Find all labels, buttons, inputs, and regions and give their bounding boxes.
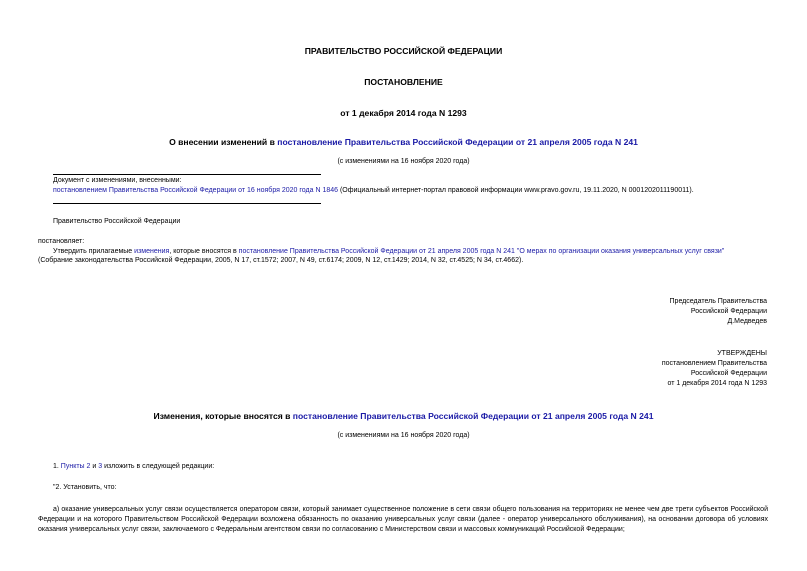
resolution-paragraph-line2: (Собрание законодательства Российской Федерации, 2005, N 17, ст.1572; 2007, N 49, ст.6174; 2009, N 12, ст.1429; 2014, N 32, ст.4525; N 34, ст.4662). <box>38 257 524 264</box>
signature-title: Председатель Правительства <box>669 298 767 305</box>
document-date-number: от 1 декабря 2014 года N 1293 <box>340 108 467 118</box>
item-2: "2. Установить, что: <box>53 484 117 491</box>
amendment-link[interactable]: постановлением Правительства Российской Федерации от 16 ноября 2020 года N 1846 <box>53 187 339 194</box>
approval-line3: Российской Федерации <box>690 370 767 377</box>
document-title <box>0 137 807 147</box>
signature-name: Д.Медведев <box>727 318 767 325</box>
changes-title: Изменения, которые вносятся в постановление Правительства Российской Федерации от 21 апреля 2005 года N 241 <box>153 411 654 421</box>
amendments-note: (с изменениями на 16 ноября 2020 года) <box>337 158 470 165</box>
decrees-text: постановляет: <box>38 238 85 245</box>
resolution-paragraph-line1: Утвердить прилагаемые изменения, которые вносятся в постановление Правительства Российской Федерации от 21 апреля 2005 года N 241 "О мерах по организации оказания универсальных услуг связи" <box>53 248 725 255</box>
amendment-publication: (Официальный интернет-портал правовой информации www.pravo.gov.ru, 19.11.2020, N 0001202011190011). <box>338 187 694 194</box>
government-heading: ПРАВИТЕЛЬСТВО РОССИЙСКОЙ ФЕДЕРАЦИИ <box>304 46 503 56</box>
title-link[interactable]: постановление Правительства Российской Федерации от 21 апреля 2005 года N 241 <box>277 137 638 147</box>
changes-note: (с изменениями на 16 ноября 2020 года) <box>337 432 470 439</box>
changes-link[interactable]: изменения <box>134 248 170 255</box>
issuer-text: Правительство Российской Федерации <box>53 218 181 225</box>
item1-link-points[interactable]: Пункты 2 <box>60 463 91 470</box>
item1-link-3[interactable]: 3 <box>98 463 103 470</box>
changes-title-link[interactable]: постановление Правительства Российской Федерации от 21 апреля 2005 года N 241 <box>292 411 654 421</box>
divider-bottom <box>53 203 321 204</box>
divider-top <box>53 174 321 175</box>
approval-heading: УТВЕРЖДЕНЫ <box>717 350 767 357</box>
document-type: ПОСТАНОВЛЕНИЕ <box>364 77 443 87</box>
amendments-intro: Документ с изменениями, внесенными: <box>53 177 182 184</box>
approval-line4: от 1 декабря 2014 года N 1293 <box>667 380 767 387</box>
approval-line2: постановлением Правительства <box>661 360 767 367</box>
item-a-paragraph: а) оказание универсальных услуг связи осуществляется оператором связи, который занимает существенное положение в сети связи общего пользования на территориях не менее чем две трети субъектов Российской Федерации и на которого Правительством Российской Федерации возложена обязанность по оказанию универсальных услуг связи (далее - оператор универсального обслуживания), на основании договора об условиях оказания универсальных услуг связи, заключаемого с Федеральным агентством связи по согласованию с Министерством связи и массовых коммуникаций Российской Федерации; <box>38 506 768 533</box>
item-1: 1. Пункты 2 и 3 изложить в следующей редакции: <box>53 463 215 470</box>
resolution-241-link[interactable]: постановление Правительства Российской Федерации от 21 апреля 2005 года N 241 "О мерах по организации оказания универсальных услуг связи" <box>238 248 725 255</box>
signature-country: Российской Федерации <box>690 308 767 315</box>
amendments-source <box>53 187 694 194</box>
title-prefix: О внесении изменений в <box>169 137 278 147</box>
